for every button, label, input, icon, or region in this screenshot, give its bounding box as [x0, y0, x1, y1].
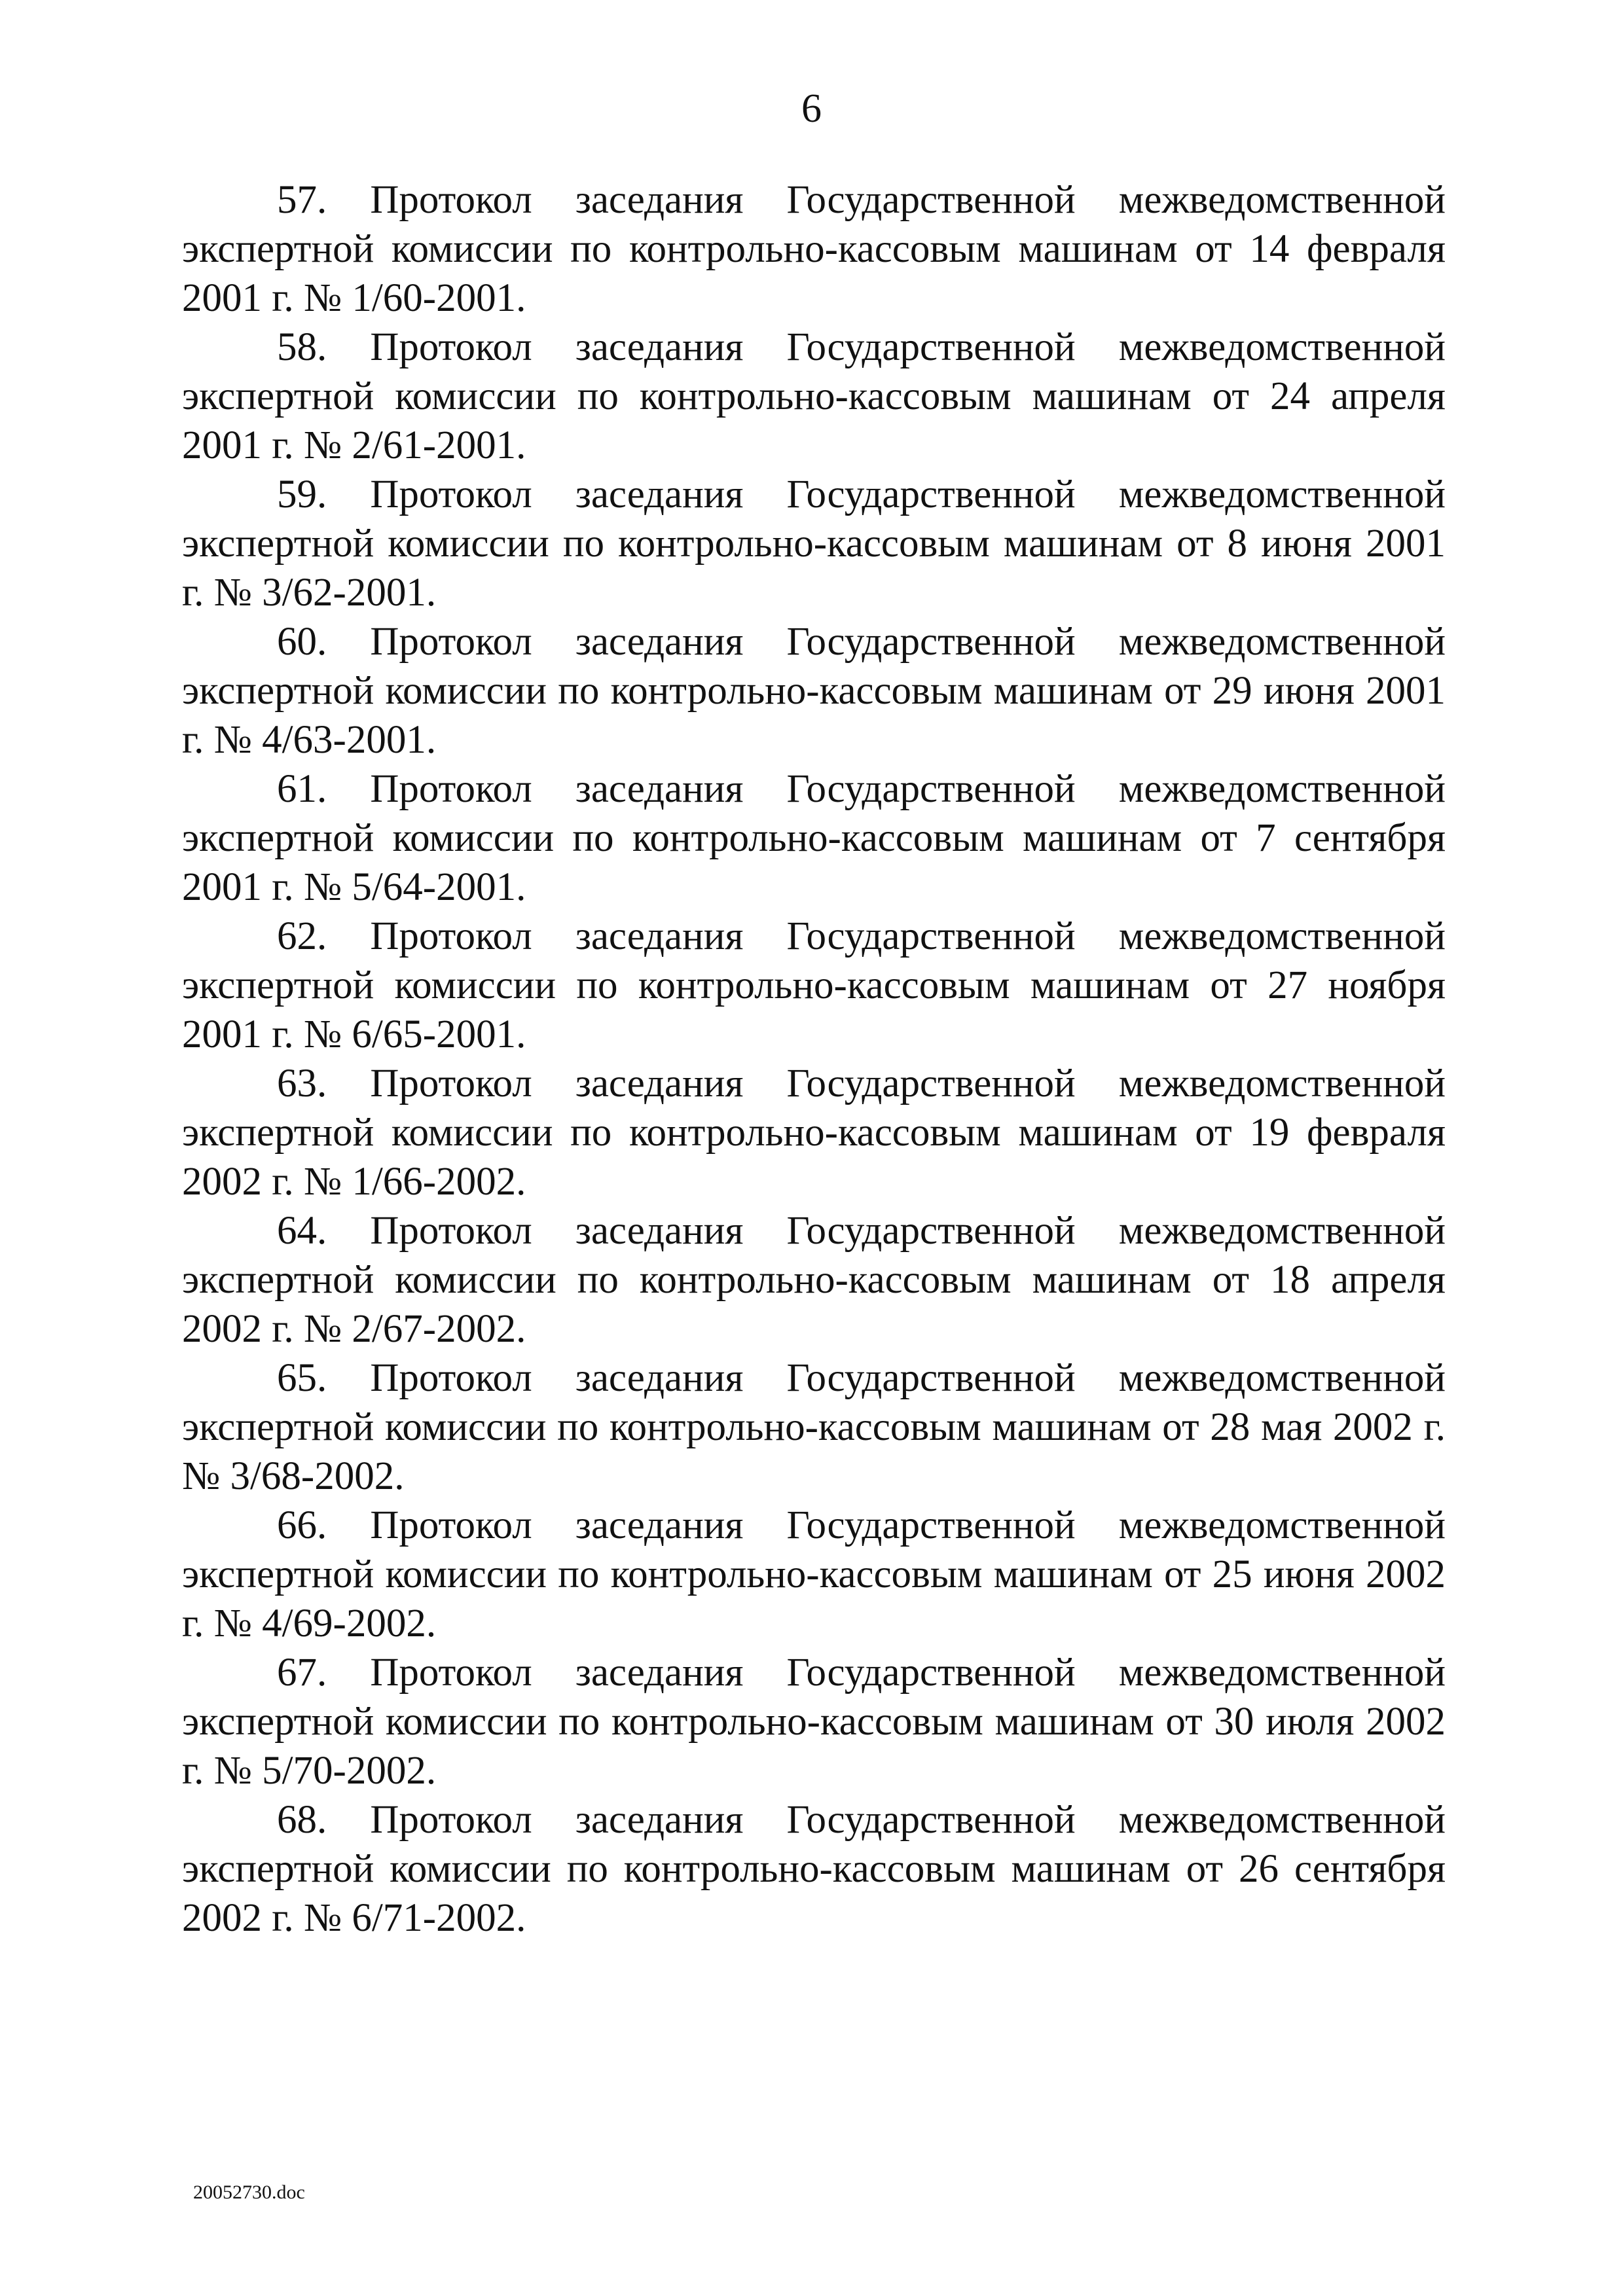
page-number: 6: [801, 86, 822, 131]
list-item: 57. Протокол заседания Государственной межведомственной экспертной комиссии по контрольно-кассовым машинам от 14 февраля 2001 г. № 1/60-2001.: [182, 178, 1446, 320]
list-item: 65. Протокол заседания Государственной межведомственной экспертной комиссии по контрольно-кассовым машинам от 28 мая 2002 г. № 3/68-2002.: [182, 1356, 1446, 1498]
list-item: 61. Протокол заседания Государственной межведомственной экспертной комиссии по контрольно-кассовым машинам от 7 сентября 2001 г. № 5/64-2001.: [182, 767, 1446, 909]
list-item: 63. Протокол заседания Государственной межведомственной экспертной комиссии по контрольно-кассовым машинам от 19 февраля 2002 г. № 1/66-2002.: [182, 1062, 1446, 1204]
list-item: 60. Протокол заседания Государственной межведомственной экспертной комиссии по контрольно-кассовым машинам от 29 июня 2001 г. № 4/63-2001.: [182, 620, 1446, 762]
protocol-list: [182, 175, 1446, 1943]
list-item: 68. Протокол заседания Государственной межведомственной экспертной комиссии по контрольно-кассовым машинам от 26 сентября 2002 г. № 6/71-2002.: [182, 1798, 1446, 1940]
list-item: 58. Протокол заседания Государственной межведомственной экспертной комиссии по контрольно-кассовым машинам от 24 апреля 2001 г. № 2/61-2001.: [182, 325, 1446, 467]
list-item: 64. Протокол заседания Государственной межведомственной экспертной комиссии по контрольно-кассовым машинам от 18 апреля 2002 г. № 2/67-2002.: [182, 1209, 1446, 1351]
list-item: 67. Протокол заседания Государственной межведомственной экспертной комиссии по контрольно-кассовым машинам от 30 июля 2002 г. № 5/70-2002.: [182, 1651, 1446, 1793]
list-item: 66. Протокол заседания Государственной межведомственной экспертной комиссии по контрольно-кассовым машинам от 25 июня 2002 г. № 4/69-2002.: [182, 1503, 1446, 1645]
footer-filename: 20052730.doc: [193, 2181, 305, 2203]
list-item: 59. Протокол заседания Государственной межведомственной экспертной комиссии по контрольно-кассовым машинам от 8 июня 2001 г. № 3/62-2001.: [182, 473, 1446, 615]
list-item: 62. Протокол заседания Государственной межведомственной экспертной комиссии по контрольно-кассовым машинам от 27 ноября 2001 г. № 6/65-2001.: [182, 914, 1446, 1056]
